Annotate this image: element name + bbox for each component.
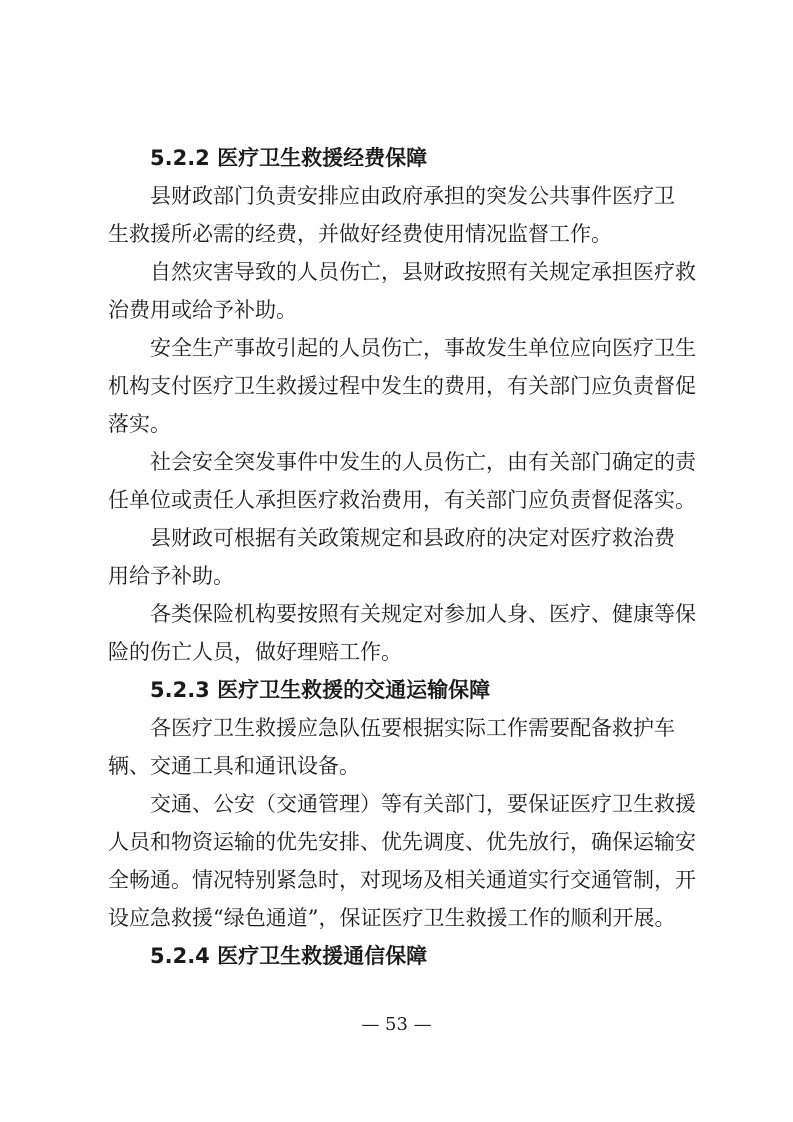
paragraph-line: 交通、公安（交通管理）等有关部门，要保证医疗卫生救援	[150, 792, 696, 816]
document-body	[108, 139, 708, 975]
paragraph-line: 机构支付医疗卫生救援过程中发生的费用，有关部门应负责督促	[108, 374, 696, 398]
paragraph-line: 治费用或给予补助。	[108, 298, 297, 322]
paragraph-line: 任单位或责任人承担医疗救治费用，有关部门应负责督促落实。	[108, 488, 696, 512]
paragraph-line: 安全生产事故引起的人员伤亡，事故发生单位应向医疗卫生	[150, 336, 696, 360]
paragraph-line: 社会安全突发事件中发生的人员伤亡，由有关部门确定的责	[150, 450, 696, 474]
paragraph-line: 设应急救援“绿色通道”，保证医疗卫生救援工作的顺利开展。	[108, 906, 676, 930]
paragraph-line: 全畅通。情况特别紧急时，对现场及相关通道实行交通管制，开	[108, 868, 696, 892]
paragraph-line: 用给予补助。	[108, 564, 234, 588]
paragraph-line: 县财政可根据有关政策规定和县政府的决定对医疗救治费	[150, 526, 675, 550]
paragraph-line: 自然灾害导致的人员伤亡，县财政按照有关规定承担医疗救	[150, 260, 696, 284]
page-number: — 53 —	[361, 1014, 432, 1035]
paragraph-line: 各类保险机构要按照有关规定对参加人身、医疗、健康等保	[150, 602, 696, 626]
paragraph-line: 人员和物资运输的优先安排、优先调度、优先放行，确保运输安	[108, 830, 696, 854]
section-heading-5-2-4: 5.2.4 医疗卫生救援通信保障	[150, 944, 428, 968]
paragraph-line: 落实。	[108, 412, 171, 436]
paragraph-line: 险的伤亡人员，做好理赔工作。	[108, 640, 402, 664]
paragraph-line: 生救援所必需的经费，并做好经费使用情况监督工作。	[108, 222, 612, 246]
paragraph-line: 各医疗卫生救援应急队伍要根据实际工作需要配备救护车	[150, 716, 675, 740]
section-heading-5-2-2: 5.2.2 医疗卫生救援经费保障	[150, 146, 428, 170]
paragraph-line: 县财政部门负责安排应由政府承担的突发公共事件医疗卫	[150, 184, 675, 208]
section-heading-5-2-3: 5.2.3 医疗卫生救援的交通运输保障	[150, 678, 491, 702]
paragraph-line: 辆、交通工具和通讯设备。	[108, 754, 360, 778]
